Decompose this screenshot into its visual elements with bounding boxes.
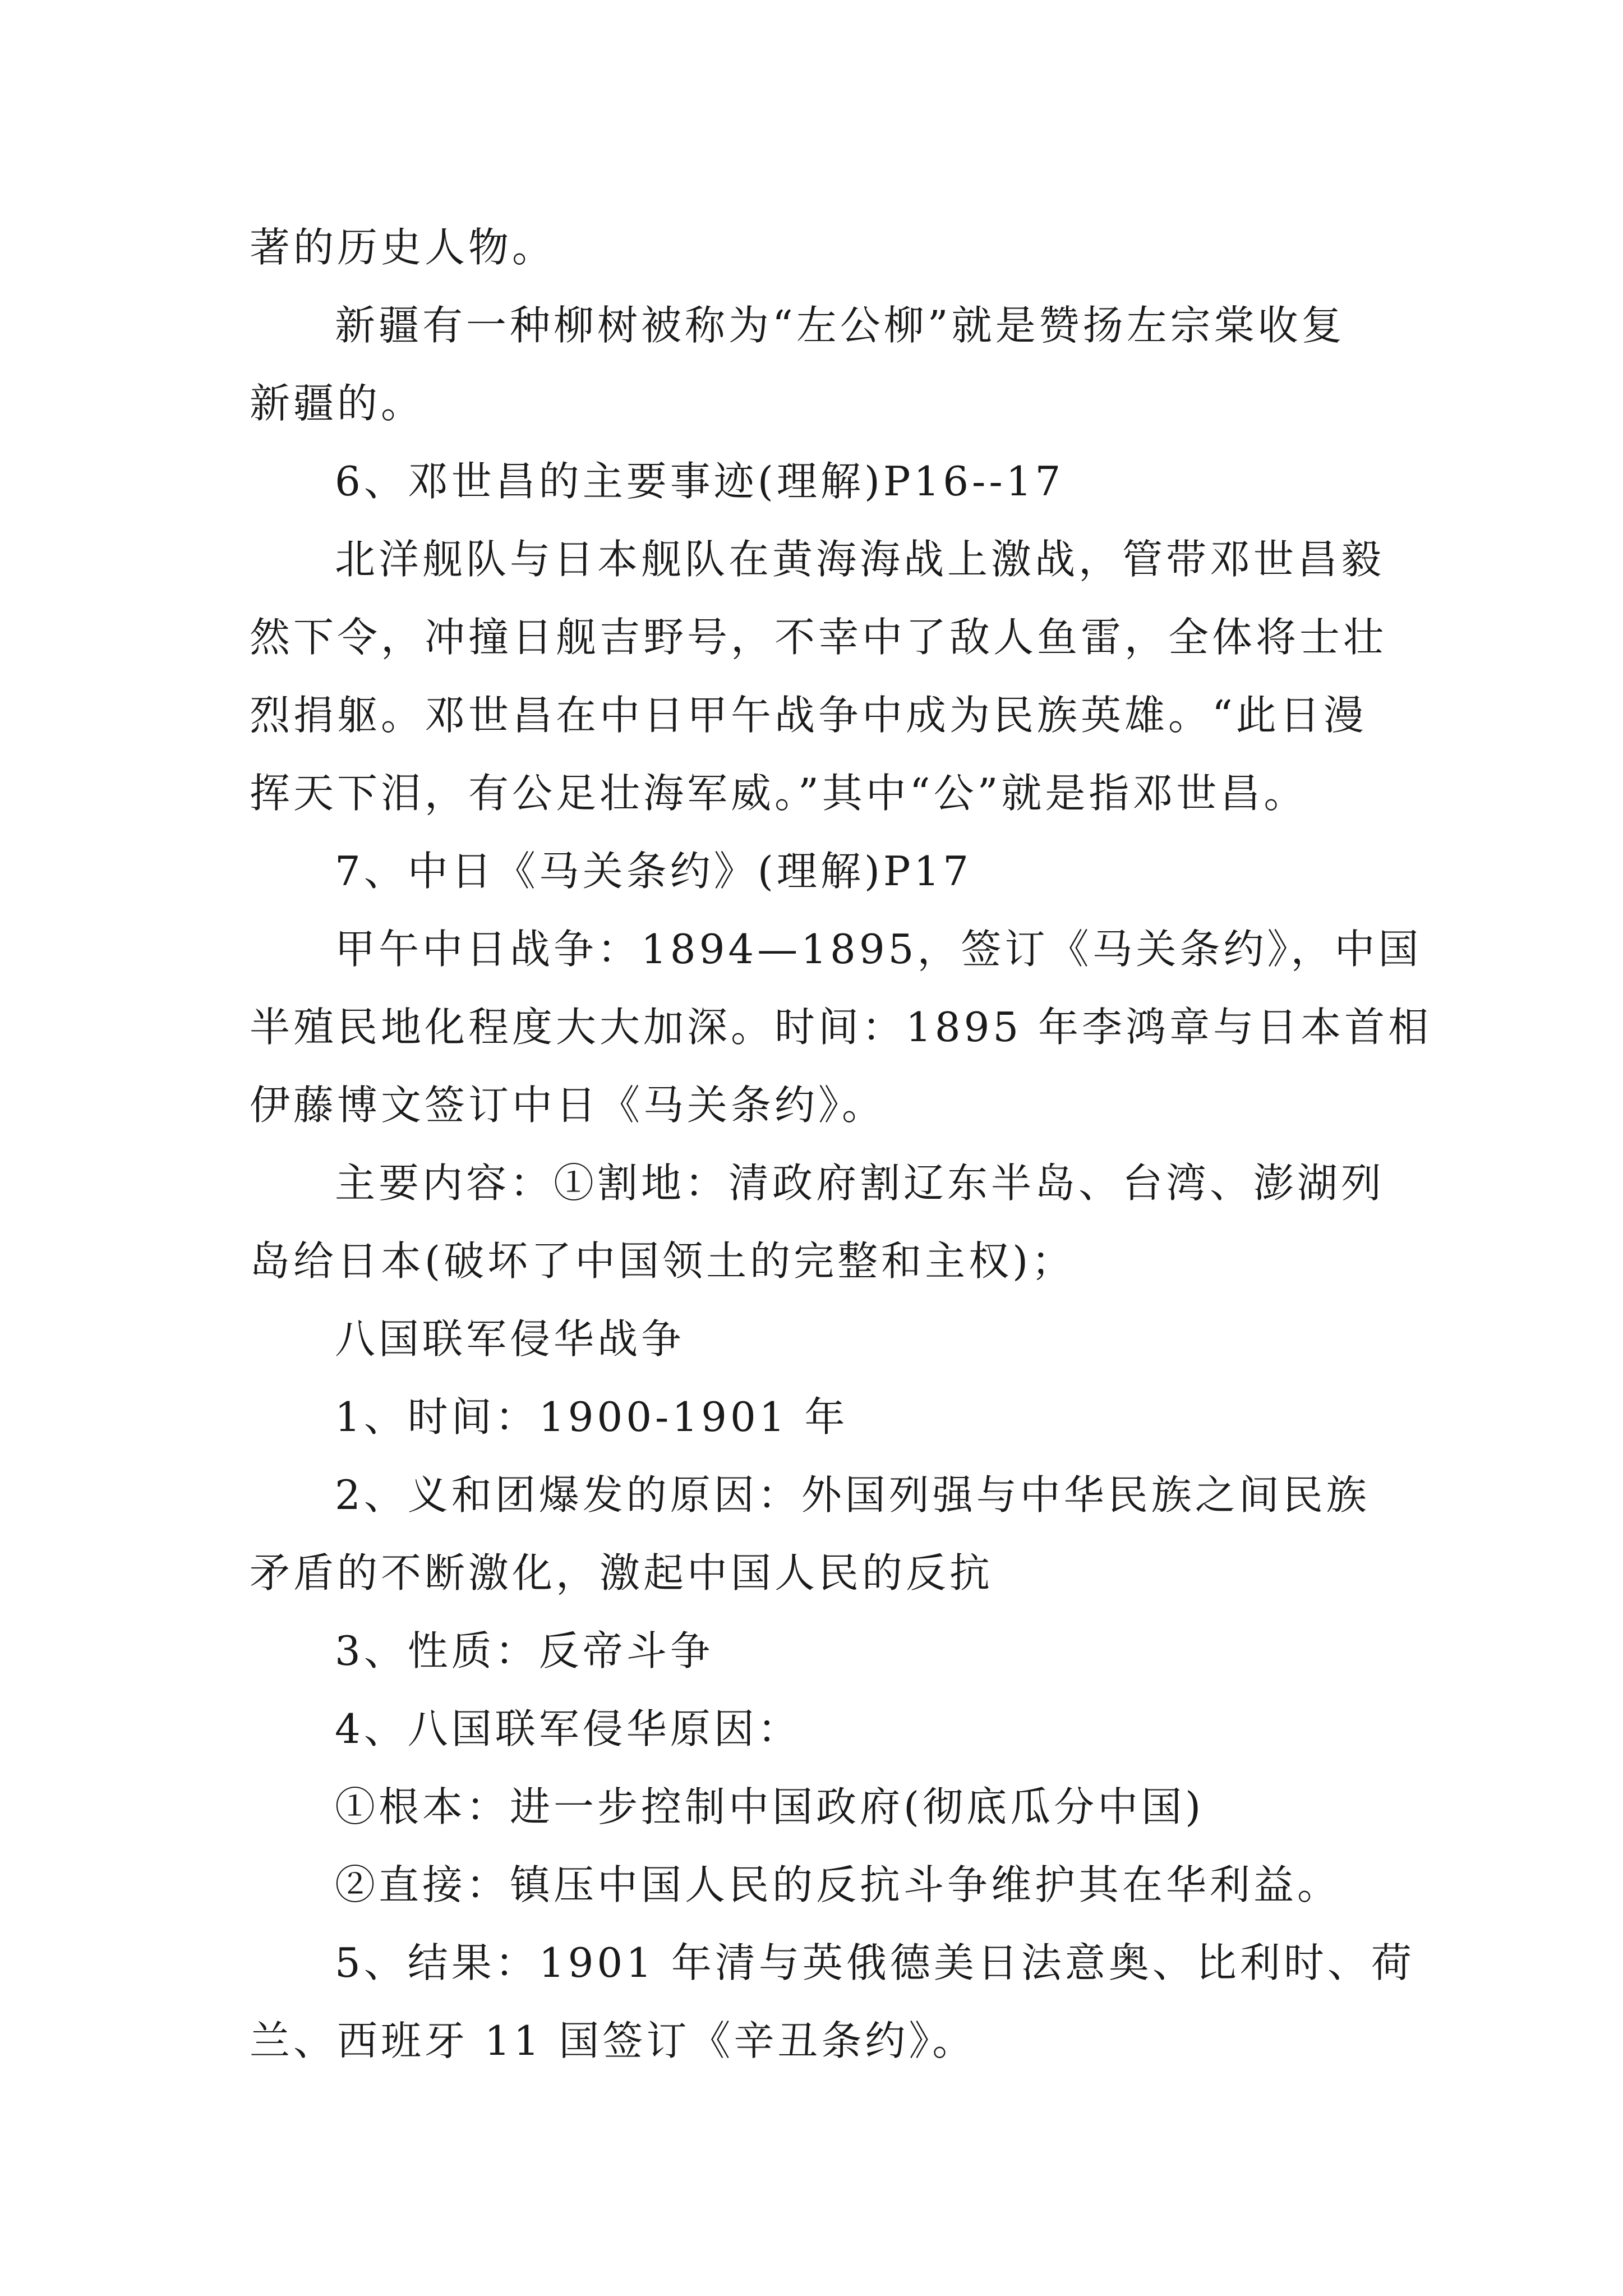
- list-item: 2、义和团爆发的原因：外国列强与中华民族之间民族: [335, 1471, 1370, 1519]
- section-heading: 7、中日《马关条约》(理解)P17: [335, 848, 972, 895]
- list-item: 3、性质：反帝斗争: [335, 1627, 714, 1674]
- list-item: 5、结果：1901 年清与英俄德美日法意奥、比利时、荷: [335, 1939, 1415, 1986]
- text-line: 矛盾的不断激化，激起中国人民的反抗: [250, 1549, 994, 1596]
- text-line: 新疆的。: [250, 380, 425, 427]
- text-line: 著的历史人物。: [250, 224, 556, 271]
- list-item: 4、八国联军侵华原因：: [335, 1705, 801, 1752]
- list-item: ①根本：进一步控制中国政府(彻底瓜分中国): [335, 1783, 1205, 1830]
- text-line: 甲午中日战争：1894—1895，签订《马关条约》，中国: [335, 926, 1422, 973]
- list-item: ②直接：镇压中国人民的反抗斗争维护其在华利益。: [335, 1861, 1341, 1908]
- section-heading: 6、邓世昌的主要事迹(理解)P16--17: [335, 458, 1064, 505]
- text-line: 主要内容：①割地：清政府割辽东半岛、台湾、澎湖列: [335, 1159, 1385, 1207]
- document-page: [250, 209, 1432, 2080]
- text-line: 新疆有一种柳树被称为“左公柳”就是赞扬左宗棠收复: [335, 302, 1345, 349]
- list-item: 1、时间：1900-1901 年: [335, 1393, 849, 1441]
- text-line: 烈捐躯。邓世昌在中日甲午战争中成为民族英雄。“此日漫: [250, 692, 1367, 739]
- text-line: 北洋舰队与日本舰队在黄海海战上激战，管带邓世昌毅: [335, 536, 1385, 583]
- text-line: 岛给日本(破坏了中国领土的完整和主权)；: [250, 1237, 1076, 1285]
- text-line: 挥天下泪，有公足壮海军威。”其中“公”就是指邓世昌。: [250, 770, 1308, 817]
- text-line: 半殖民地化程度大大加深。时间：1895 年李鸿章与日本首相: [250, 1004, 1432, 1051]
- text-line: 兰、西班牙 11 国签订《辛丑条约》。: [250, 2017, 976, 2064]
- text-line: 然下令，冲撞日舰吉野号，不幸中了敌人鱼雷，全体将士壮: [250, 614, 1387, 661]
- section-heading: 八国联军侵华战争: [335, 1315, 685, 1363]
- text-line: 伊藤博文签订中日《马关条约》。: [250, 1082, 886, 1129]
